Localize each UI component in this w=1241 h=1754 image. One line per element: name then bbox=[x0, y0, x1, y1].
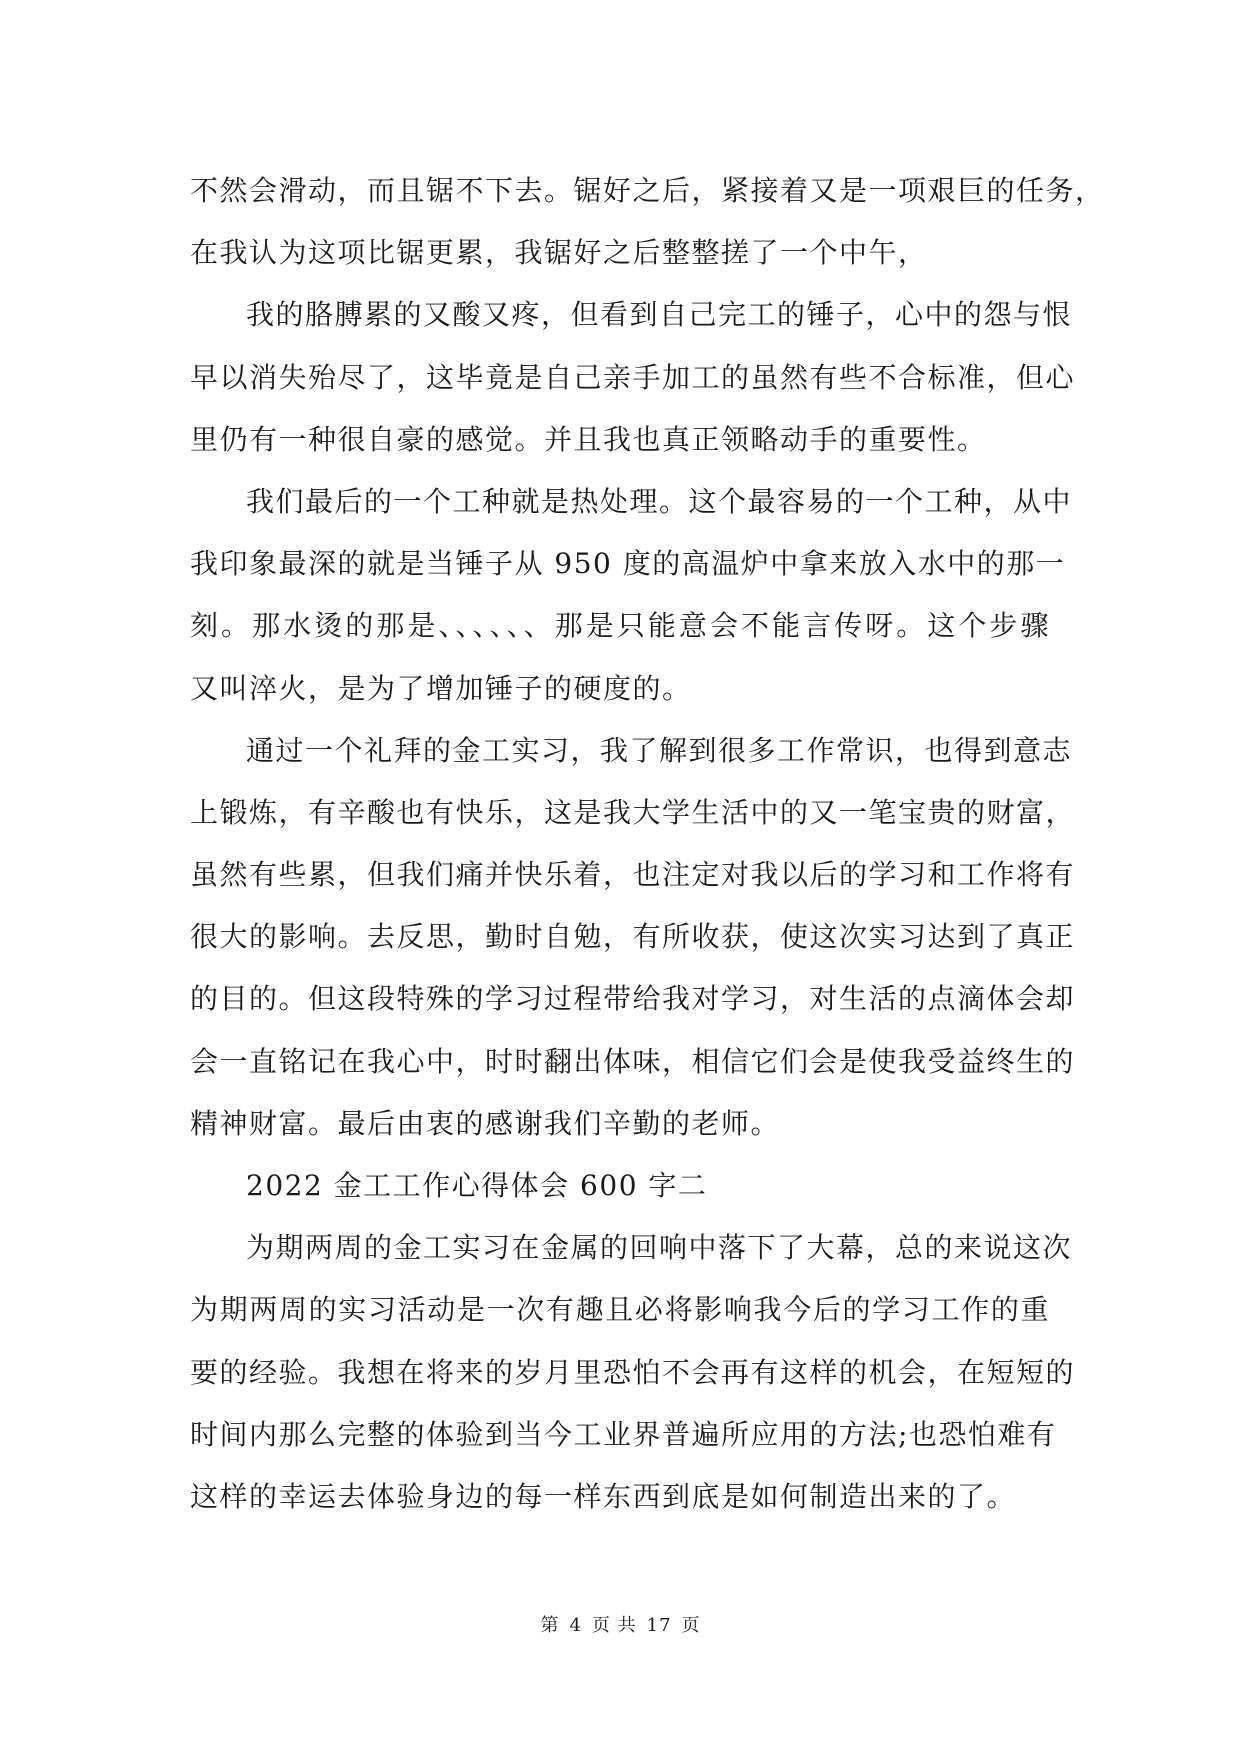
text-line: 又叫淬火，是为了增加锤子的硬度的。 bbox=[190, 671, 692, 705]
text-line: 虽然有些累，但我们痛并快乐着，也注定对我以后的学习和工作将有 bbox=[190, 858, 1076, 892]
text-line: 要的经验。我想在将来的岁月里恐怕不会再有这样的机会，在短短的 bbox=[190, 1355, 1076, 1389]
text-line: 的目的。但这段特殊的学习过程带给我对学习，对生活的点滴体会却 bbox=[190, 982, 1076, 1016]
text-line: 很大的影响。去反思，勤时自勉，有所收获，使这次实习达到了真正 bbox=[190, 920, 1076, 954]
text-line: 我的胳膊累的又酸又疼，但看到自己完工的锤子，心中的怨与恨 bbox=[246, 298, 1073, 332]
text-line: 我印象最深的就是当锤子从 950 度的高温炉中拿来放入水中的那一 bbox=[190, 547, 1066, 581]
text-line: 2022 金工工作心得体会 600 字二 bbox=[246, 1169, 708, 1202]
text-line: 会一直铭记在我心中，时时翻出体味，相信它们会是使我受益终生的 bbox=[190, 1044, 1076, 1078]
footer-page-number: 4 bbox=[569, 1615, 582, 1636]
text-line: 我们最后的一个工种就是热处理。这个最容易的一个工种，从中 bbox=[246, 484, 1073, 518]
text-line: 这样的幸运去体验身边的每一样东西到底是如何制造出来的了。 bbox=[190, 1479, 1017, 1513]
text-line: 为期两周的金工实习在金属的回响中落下了大幕，总的来说这次 bbox=[246, 1231, 1073, 1265]
footer-prefix: 第 bbox=[540, 1615, 560, 1636]
footer-total-pages: 17 bbox=[646, 1615, 672, 1636]
text-line: 刻。那水烫的那是、、、、、、那是只能意会不能言传呀。这个步骤 bbox=[190, 609, 1050, 643]
text-line: 里仍有一种很自豪的感觉。并且我也真正领略动手的重要性。 bbox=[190, 422, 987, 456]
footer-middle: 页 共 bbox=[591, 1615, 637, 1636]
text-line: 上锻炼，有辛酸也有快乐，这是我大学生活中的又一笔宝贵的财富， bbox=[190, 795, 1076, 829]
page-footer bbox=[0, 1614, 1241, 1638]
text-line: 在我认为这项比锯更累，我锯好之后整整搓了一个中午， bbox=[190, 236, 928, 270]
text-line: 早以消失殆尽了，这毕竟是自己亲手加工的虽然有些不合标准，但心 bbox=[190, 360, 1076, 394]
text-line: 为期两周的实习活动是一次有趣且必将影响我今后的学习工作的重 bbox=[190, 1293, 1050, 1327]
text-line: 精神财富。最后由衷的感谢我们辛勤的老师。 bbox=[190, 1106, 781, 1140]
body-text bbox=[190, 160, 1105, 1528]
text-line: 时间内那么完整的体验到当今工业界普遍所应用的方法;也恐怕难有 bbox=[190, 1417, 1057, 1451]
text-line: 不然会滑动，而且锯不下去。锯好之后，紧接着又是一项艰巨的任务， bbox=[190, 174, 1105, 207]
footer-suffix: 页 bbox=[681, 1615, 701, 1636]
text-line: 通过一个礼拜的金工实习，我了解到很多工作常识，也得到意志 bbox=[246, 733, 1073, 767]
